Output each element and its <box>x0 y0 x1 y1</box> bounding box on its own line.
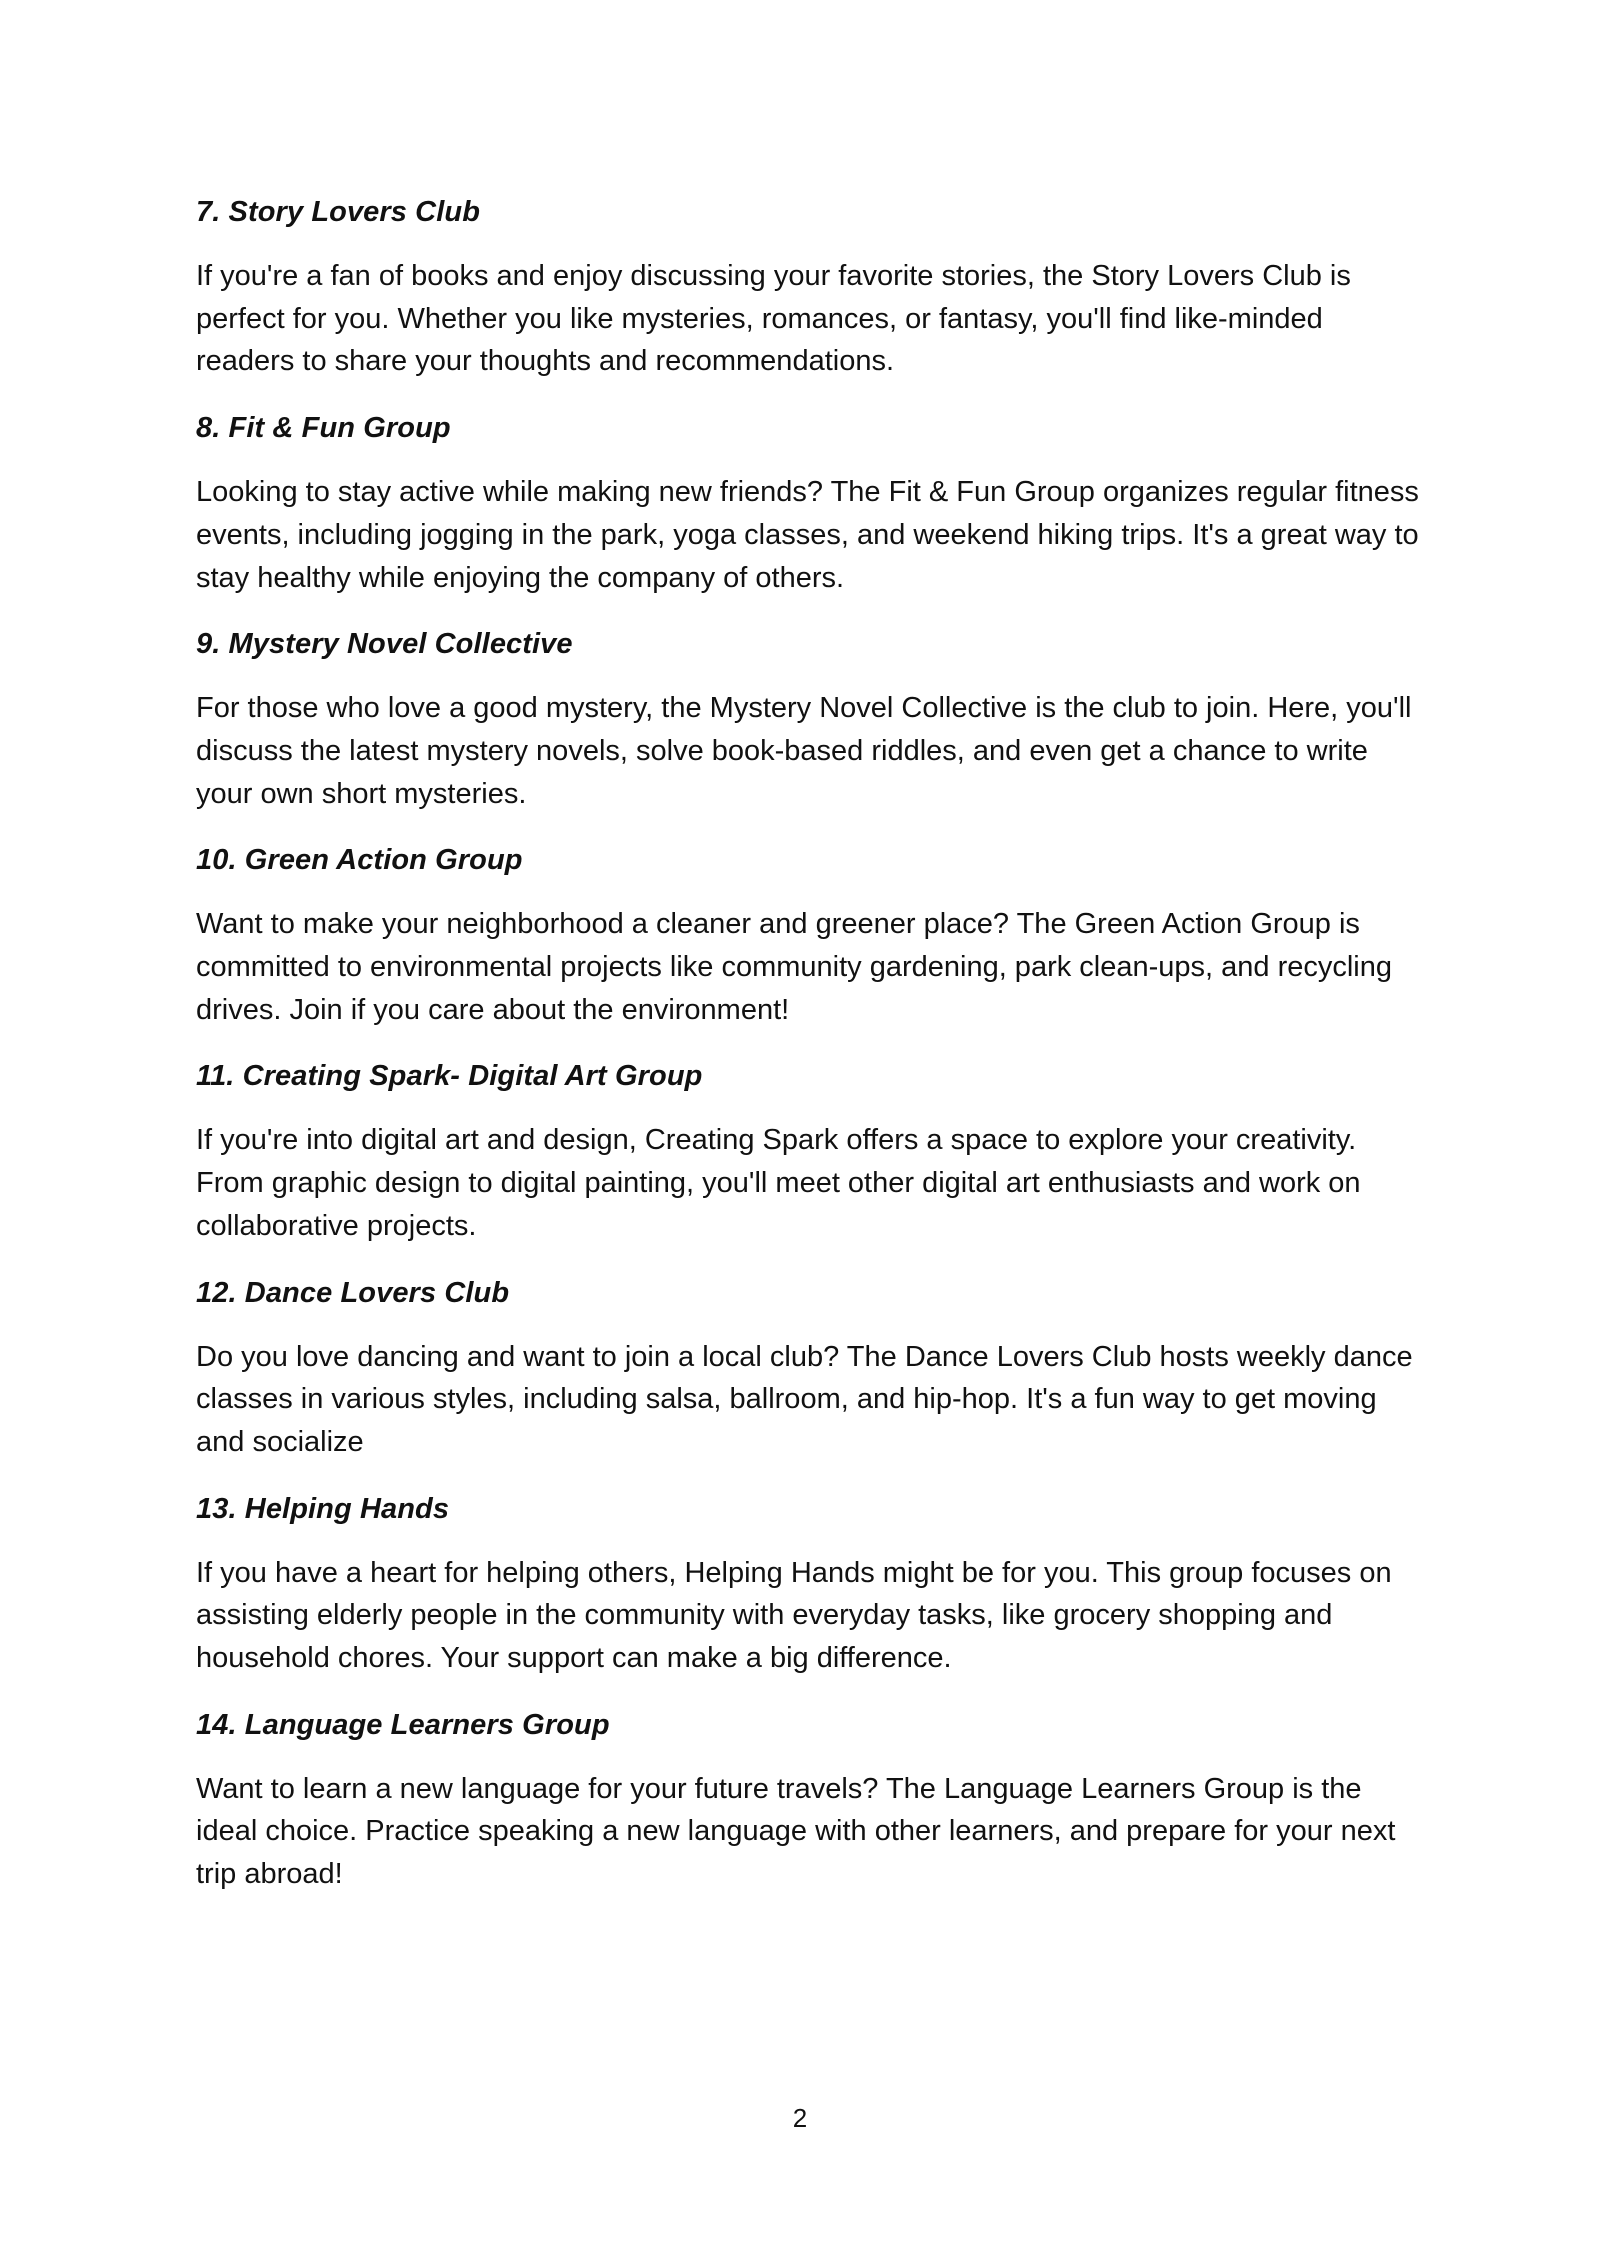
section-heading: 11. Creating Spark- Digital Art Group <box>196 1060 703 1093</box>
section-paragraph: Looking to stay active while making new friends? The Fit & Fun Group organizes regular fitness events, including jogging in the park, yoga classes, and weekend hiking trips. It's a great way to stay healthy while enjoying the company of others. <box>196 476 1419 594</box>
section-paragraph: If you have a heart for helping others, Helping Hands might be for you. This group focuses on assisting elderly people in the community with everyday tasks, like grocery shopping and household chores. Your support can make a big difference. <box>196 1556 1392 1675</box>
section-heading: 12. Dance Lovers Club <box>196 1276 510 1309</box>
section-paragraph: Want to make your neighborhood a cleaner and greener place? The Green Action Group is committed to environmental projects like community gardening, park clean-ups, and recycling drives. Join if you care about the environment! <box>196 908 1393 1026</box>
section-paragraph: If you're into digital art and design, Creating Spark offers a space to explore your creativity. From graphic design to digital painting, you'll meet other digital art enthusiasts and work on collaborative projects. <box>196 1124 1361 1242</box>
section-heading: 7. Story Lovers Club <box>196 196 481 228</box>
page-number: 2 <box>792 2103 808 2133</box>
club-section-mystery-novel <box>196 624 1426 815</box>
page-content <box>196 192 1426 1921</box>
club-section-fit-fun <box>196 408 1426 599</box>
club-section-language-learners <box>196 1705 1426 1896</box>
club-section-green-action <box>196 840 1426 1031</box>
club-section-dance-lovers <box>196 1273 1426 1464</box>
club-section-creating-spark <box>196 1056 1426 1247</box>
section-heading: 14. Language Learners Group <box>196 1708 610 1741</box>
section-heading: 9. Mystery Novel Collective <box>196 628 573 661</box>
club-section-helping-hands <box>196 1489 1426 1680</box>
section-paragraph: If you're a fan of books and enjoy discussing your favorite stories, the Story Lovers Club is perfect for you. Whether you like mysteries, romances, or fantasy, you'll find like-minded readers to share your thoughts and recommendations. <box>196 260 1351 378</box>
club-section-story-lovers <box>196 192 1426 383</box>
section-paragraph: Want to learn a new language for your future travels? The Language Learners Group is the ideal choice. Practice speaking a new language with other learners, and prepare for your next trip abroad! <box>196 1772 1396 1891</box>
section-heading: 10. Green Action Group <box>196 844 523 877</box>
section-heading: 13. Helping Hands <box>196 1492 450 1525</box>
section-paragraph: Do you love dancing and want to join a local club? The Dance Lovers Club hosts weekly dance classes in various styles, including salsa, ballroom, and hip-hop. It's a fun way to get moving and socialize <box>196 1340 1413 1458</box>
section-heading: 8. Fit & Fun Group <box>196 412 451 445</box>
section-paragraph: For those who love a good mystery, the Mystery Novel Collective is the club to join. Here, you'll discuss the latest mystery novels, solve book-based riddles, and even get a chance to write your own short mysteries. <box>196 692 1412 810</box>
